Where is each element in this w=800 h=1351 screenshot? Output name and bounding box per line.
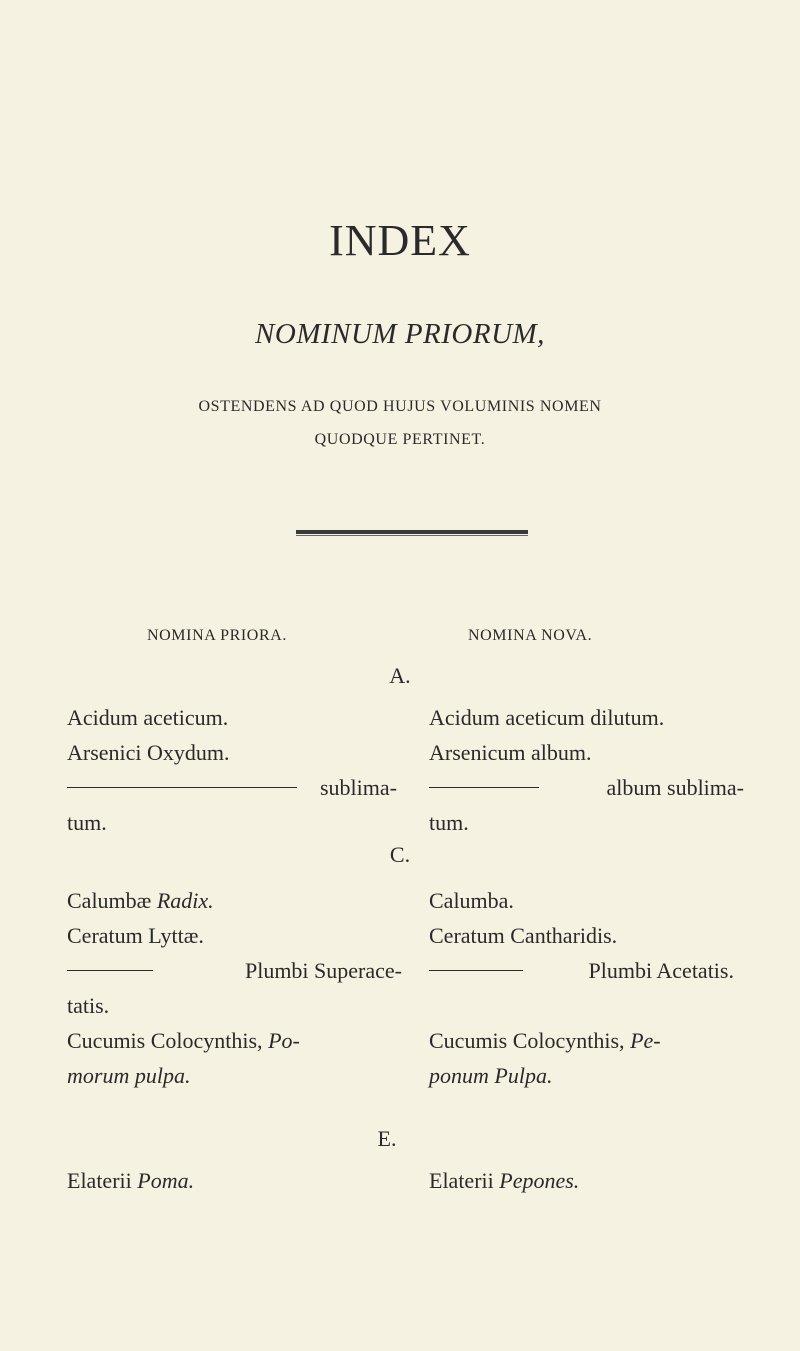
entry-old-sublimatum-line [67,770,397,805]
entry-new-cucumis-colocynthis-end: ponum Pulpa. [429,1063,553,1088]
entry-new-acidum-aceticum-dilutum: Acidum aceticum dilutum. [429,705,665,730]
entry-old-plumbi-superacetatis-line [67,953,402,988]
entry-new-elaterii-pepones: Elaterii Pepones. [429,1168,580,1193]
entry-new-calumba: Calumba. [429,888,514,913]
description-line-1: OSTENDENS AD QUOD HUJUS VOLUMINIS NOMEN [198,398,602,415]
entry-old-cucumis-colocynthis-end: morum pulpa. [67,1063,191,1088]
section-c-left-column [67,883,402,1093]
section-c-right-column [429,883,734,1093]
ditto-dash [67,970,153,971]
ditto-dash [429,787,539,788]
section-letter-c: C. [389,842,411,867]
column-heading-left: NOMINA PRIORA. [147,627,287,644]
entry-old-elaterii-poma: Elaterii Poma. [67,1168,195,1193]
entry-old-sublimatum-end: tum. [67,810,107,835]
entry-old-plumbi-superacetatis-end: tatis. [67,993,110,1018]
entry-old-arsenici-oxydum: Arsenici Oxydum. [67,740,230,765]
entry-new-arsenicum-album: Arsenicum album. [429,740,592,765]
section-letter-e: E. [377,1126,397,1151]
page-subtitle: NOMINUM PRIORUM, [255,318,545,350]
entry-new-album-sublimatum-line [429,770,744,805]
column-heading-right: NOMINA NOVA. [468,627,593,644]
entry-old-plumbi-superacetatis-text: Plumbi Superace- [244,958,402,983]
entry-new-album-sublimatum-end: tum. [429,810,469,835]
section-letter-a: A. [389,663,411,688]
entry-old-ceratum-lyttae: Ceratum Lyttæ. [67,923,204,948]
entry-old-cucumis-colocynthis: Cucumis Colocynthis, Po- [67,1028,300,1053]
entry-new-album-sublimatum-text: album sublima- [606,775,744,800]
page-title: INDEX [329,216,471,265]
section-a-right-column [429,700,744,840]
section-a-left-column [67,700,397,840]
entry-new-plumbi-acetatis-line [429,953,734,988]
entry-old-sublimatum-text: sublima- [320,775,397,800]
entry-old-calumbae-radix: Calumbæ Radix. [67,888,214,913]
entry-new-ceratum-cantharidis: Ceratum Cantharidis. [429,923,618,948]
ornamental-rule [296,530,528,534]
entry-new-plumbi-acetatis-text: Plumbi Acetatis. [588,958,734,983]
ditto-dash [67,787,297,788]
entry-new-cucumis-colocynthis: Cucumis Colocynthis, Pe- [429,1028,661,1053]
ornamental-rule-underline [296,535,528,536]
description-line-2: QUODQUE PERTINET. [314,431,486,448]
ditto-dash [429,970,523,971]
entry-old-acidum-aceticum: Acidum aceticum. [67,705,229,730]
